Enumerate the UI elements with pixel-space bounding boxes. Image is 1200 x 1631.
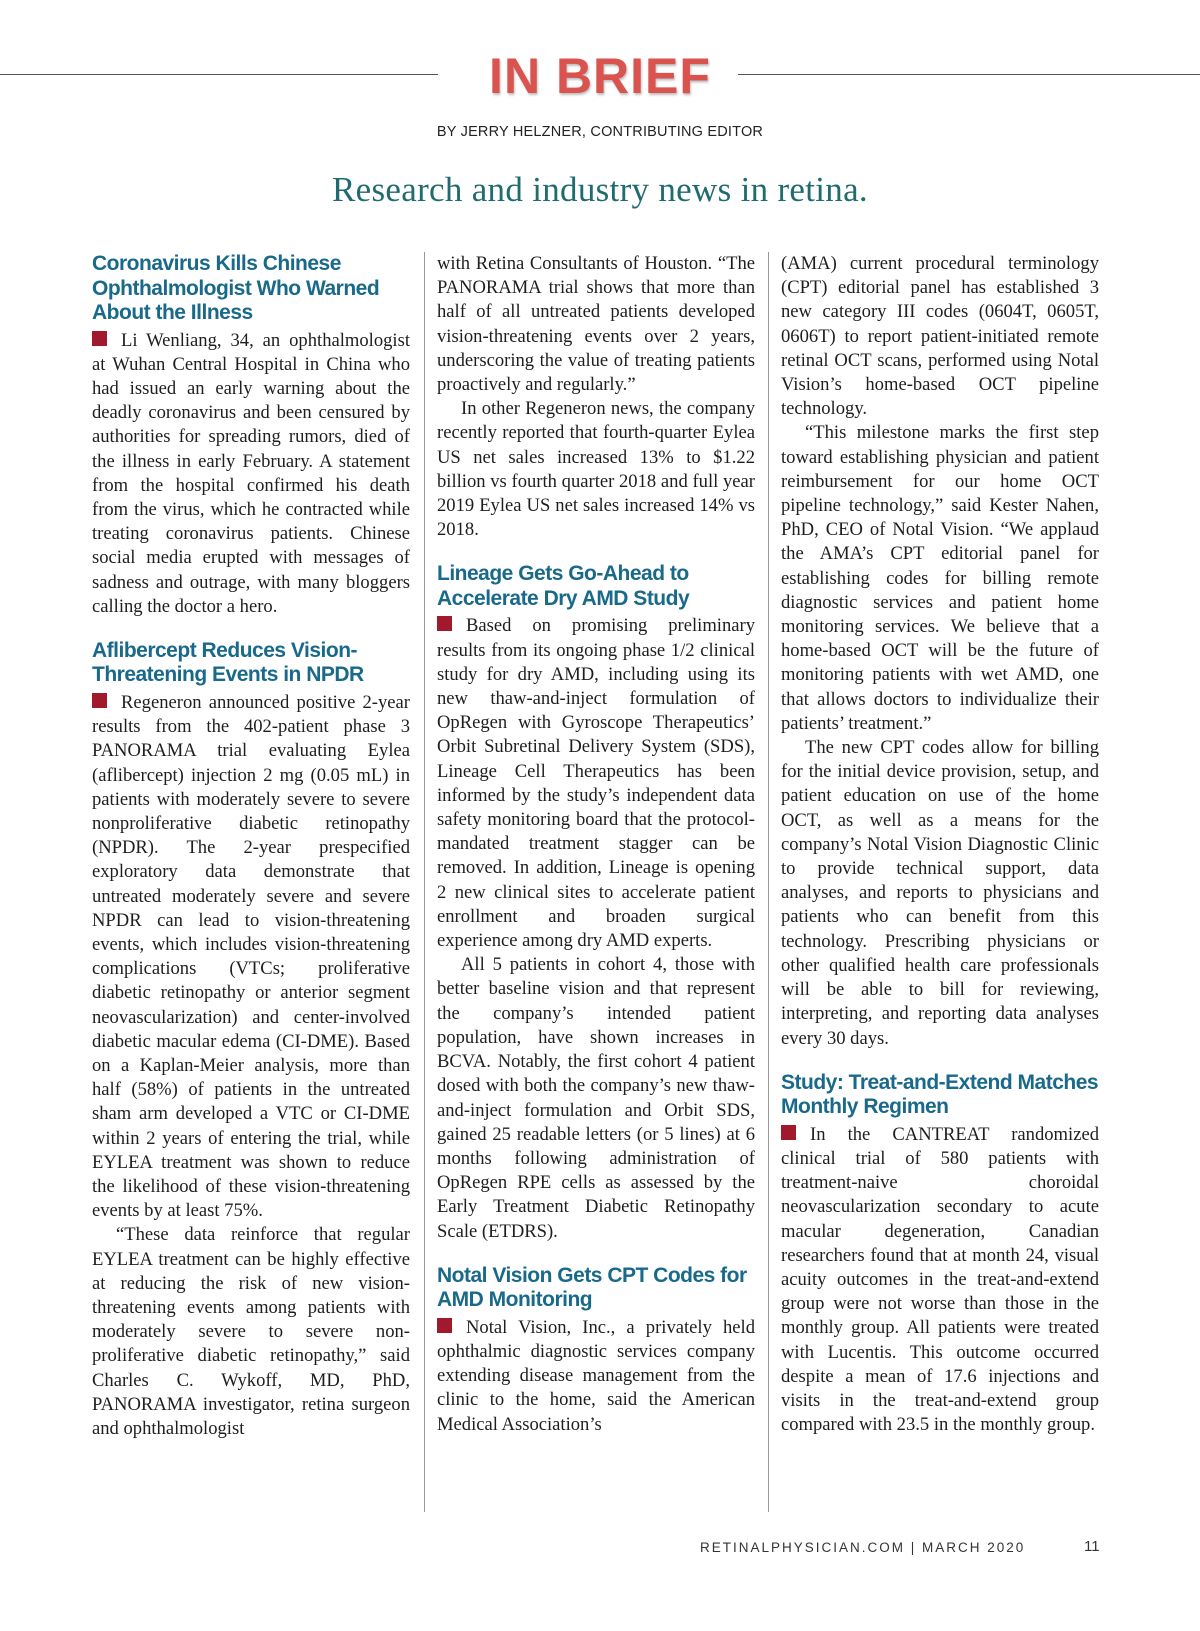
article-paragraph: Li Wenliang, 34, an ophthalmologist at Wuhan Central Hospital in China who had issued an early warning about the deadly coronavirus and been censured by authorities for spreading rumors, died of the illness in early February. A statement from the hospital confirmed his death from the virus, which he contracted while treating coronavirus patients. Chinese social media erupted with messages of sadness and outrage, with many bloggers calling the doctor a hero. (92, 329, 410, 617)
article-headline: Lineage Gets Go-Ahead to Accelerate Dry AMD Study (437, 562, 690, 610)
column-divider-2 (768, 252, 769, 1512)
bullet-square-icon (781, 1125, 796, 1140)
column-1 (92, 252, 410, 1441)
article-paragraph: “These data reinforce that regular EYLEA treatment can be highly effective at reducing the risk of new vision-threatening events among patients with moderately severe to severe non-proliferative diabetic retinopathy,” said Charles C. Wykoff, MD, PhD, PANORAMA investigator, retina surgeon and ophthalmologist (92, 1224, 410, 1440)
article-paragraph: All 5 patients in cohort 4, those with better baseline vision and that represent the company’s intended patient population, have shown increases in BCVA. Notably, the first cohort 4 patient dosed with both the company’s new thaw-and-inject formulation and Orbit SDS, gained 25 readable letters (or 5 lines) at 6 months following administration of OpRegen RPE cells as assessed by the Early Treatment Diabetic Retinopathy Scale (ETDRS). (437, 954, 755, 1242)
byline: BY JERRY HELZNER, CONTRIBUTING EDITOR (436, 124, 764, 140)
footer-publication: RETINALPHYSICIAN.COM | MARCH 2020 (700, 1540, 1026, 1555)
article-paragraph: Regeneron announced positive 2-year results from the 402-patient phase 3 PANORAMA trial evaluating Eylea (aflibercept) injection 2 mg (0.05 mL) in patients with moderately severe to severe nonproliferative diabetic retinopathy (NPDR). The 2-year prespecified exploratory data demonstrate that untreated moderately severe and severe NPDR can lead to vision-threatening events, which includes vision-threatening complications (VTCs; proliferative diabetic retinopathy or anterior segment neovascularization) and center-involved diabetic macular edema (CI-DME). Based on a Kaplan-Meier analysis, more than half (58%) of patients in the untreated sham arm developed a VTC or CI-DME within 2 years of entering the trial, while EYLEA treatment was shown to reduce the likelihood of these vision-threatening events by at least 75%. (92, 691, 410, 1222)
article-headline: Aflibercept Reduces Vision-Threatening Events in NPDR (92, 638, 364, 687)
article-headline: Notal Vision Gets CPT Codes for AMD Monitoring (437, 1263, 747, 1312)
article-paragraph: “This milestone marks the first step toward establishing physician and patient reimbursement for our home OCT pipeline technology,” said Kester Nahen, PhD, CEO of Notal Vision. “We applaud the AMA’s CPT editorial panel for establishing codes for billing remote diagnostic services and patient home monitoring services. We believe that a home-based OCT will be the future of monitoring patients with wet AMD, one that allows doctors to individualize their patients’ treatment.” (781, 422, 1099, 734)
article-paragraph: Based on promising preliminary results from its ongoing phase 1/2 clinical study for dry AMD, including using its new thaw-and-inject formulation of OpRegen with Gyroscope Therapeutics’ Orbit Subretinal Delivery System (SDS), Lineage Cell Therapeutics has been informed by the study’s independent data safety monitoring board that the protocol-mandated treatment stagger can be removed. In addition, Lineage is opening 2 new clinical sites to accelerate patient enrollment and broaden surgical experience among dry AMD experts. (437, 615, 755, 952)
tagline: Research and industry news in retina. (332, 170, 868, 209)
bullet-square-icon (92, 693, 107, 708)
article-paragraph-continued: (AMA) current procedural terminology (CPT) editorial panel has established 3 new category III codes (0604T, 0605T, 0606T) to report patient-initiated remote retinal OCT scans, performed using Notal Vision’s home-based OCT pipeline technology. (781, 253, 1099, 420)
article-paragraph: The new CPT codes allow for billing for the initial device provision, setup, and patient education on use of the home OCT, as well as a means for the company’s Notal Vision Diagnostic Clinic to provide technical support, data analyses, and reports to physicians and patients who can benefit from this technology. Prescribing physicians or other qualified health care professionals will be able to bill for reviewing, interpreting, and reporting data analyses every 30 days. (781, 737, 1099, 1049)
page-number: 11 (1084, 1538, 1100, 1555)
section-title: IN BRIEF (489, 48, 711, 104)
column-divider-1 (424, 252, 425, 1512)
bullet-square-icon (437, 616, 452, 631)
column-2 (437, 252, 755, 1437)
article-headline: Coronavirus Kills Chinese Ophthalmologist Who Warned About the Illness (92, 252, 380, 324)
article-headline: Study: Treat-and-Extend Matches Monthly Regimen (781, 1070, 1099, 1119)
bullet-square-icon (92, 331, 107, 346)
column-3 (781, 252, 1099, 1437)
article-paragraph-continued: with Retina Consultants of Houston. “The PANORAMA trial shows that more than half of all untreated patients developed vision-threatening events over 2 years, underscoring the value of treating patients proactively and regularly.” (437, 253, 755, 396)
article-paragraph: In the CANTREAT randomized clinical trial of 580 patients with treatment-naive choroidal neovascularization secondary to acute macular degeneration, Canadian researchers found that at month 24, visual acuity outcomes in the treat-and-extend group were not worse than those in the monthly group. All patients were treated with Lucentis. This outcome occurred despite a mean of 17.6 injections and visits in the treat-and-extend group compared with 23.5 in the monthly group. (781, 1123, 1099, 1436)
bullet-square-icon (437, 1318, 452, 1333)
article-paragraph: In other Regeneron news, the company recently reported that fourth-quarter Eylea US net sales increased 13% to $1.22 billion vs fourth quarter 2018 and full year 2019 Eylea US net sales increased 14% vs 2018. (437, 398, 755, 541)
article-paragraph: Notal Vision, Inc., a privately held ophthalmic diagnostic services company extending disease management from the clinic to the home, said the American Medical Association’s (437, 1316, 755, 1435)
